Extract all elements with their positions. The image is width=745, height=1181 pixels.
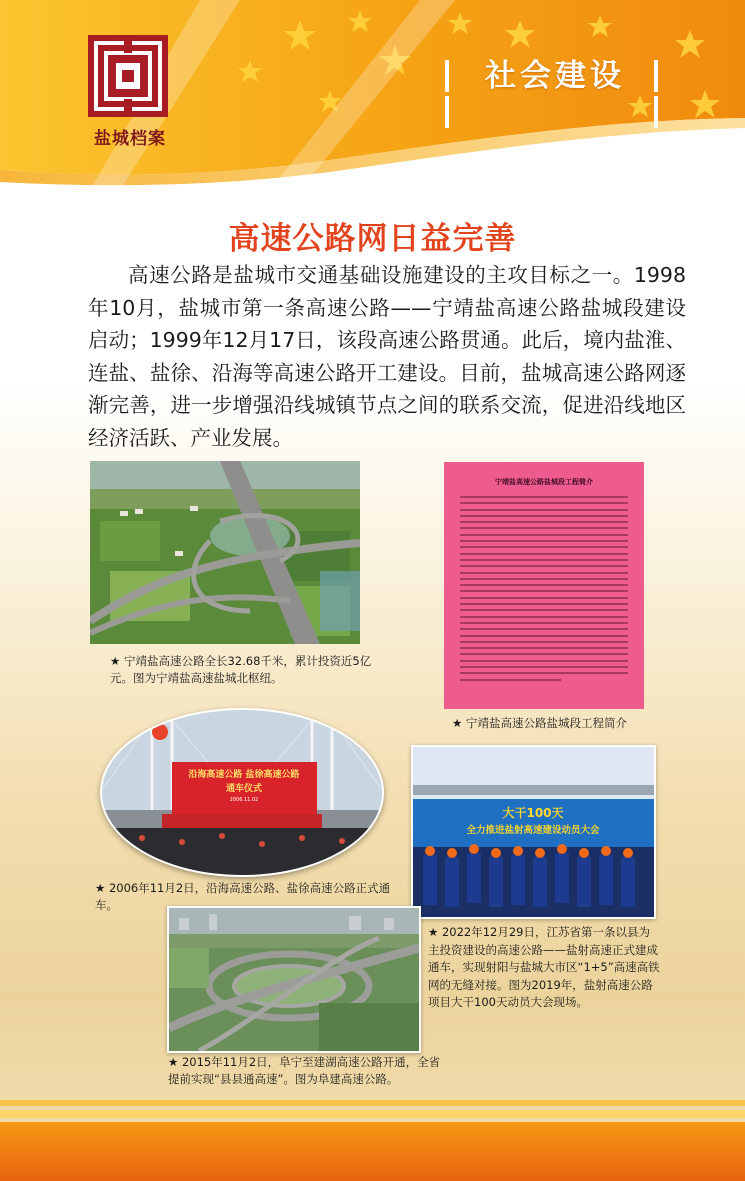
logo-text: 盐城档案 — [94, 129, 166, 149]
logo-seal — [88, 35, 168, 117]
ceremony-image — [102, 710, 382, 875]
caption-photo-2: ★ 宁靖盐高速公路盐城段工程简介 — [452, 716, 627, 730]
caption-photo-4: ★ 2022年12月29日，江苏省第一条以县为主投资建设的高速公路——盐射高速正式建成通车，实现射阳与盐城大市区“1+5”高速高铁网的无缝对接。图为2019年，盐射高速公路项目大干100天动员大会现场。 — [428, 925, 660, 1009]
document-text-lines — [460, 496, 628, 685]
photo-opening-ceremony — [100, 708, 384, 877]
caption-photo-5: ★ 2015年11月2日，阜宁至建湖高速公路开通，全省提前实现“县县通高速”。图为阜建高速公路。 — [168, 1055, 441, 1086]
aerial-interchange-image — [90, 461, 360, 644]
caption-photo-3: ★ 2006年11月2日，沿海高速公路、盐徐高速公路正式通车。 — [95, 881, 391, 912]
title-bars-right — [654, 60, 666, 92]
ceremony-banner-date: 2006.11.02 — [229, 797, 259, 803]
photo-mobilization-rally — [411, 745, 656, 919]
footer-band — [0, 1100, 745, 1181]
caption-photo-1: ★ 宁靖盐高速公路全长32.68千米，累计投资近5亿元。图为宁靖盐高速盐城北枢纽。 — [110, 654, 372, 685]
ceremony-banner-line2: 通车仪式 — [225, 784, 263, 794]
expressway-aerial-image — [169, 908, 419, 1051]
document-title: 宁靖盐高速公路盐城段工程简介 — [495, 478, 593, 486]
photo-ningjingyan-interchange — [90, 461, 360, 644]
section-title: 社会建设 — [485, 58, 625, 94]
page-header — [0, 0, 745, 190]
archive-seal-icon — [88, 35, 168, 117]
article-headline: 高速公路网日益完善 — [228, 221, 517, 257]
rally-banner-line1: 大干100天 — [502, 806, 564, 820]
rally-image — [413, 747, 654, 917]
article-body: 高速公路是盐城市交通基础设施建设的主攻目标之一。1998年10月，盐城市第一条高速公路——宁靖盐高速公路盐城段建设启动；1999年12月17日，该段高速公路贯通。此后，境内盐淮、连盐、盐徐、沿海等高速公路开工建设。目前，盐城高速公路网逐渐完善，进一步增强沿线城镇节点之间的联系交流，促进沿线地区经济活跃、产业发展。 — [88, 263, 686, 450]
photo-fujian-expressway — [167, 906, 421, 1053]
photo-project-document — [444, 462, 644, 709]
ceremony-banner-line1: 沿海高速公路 盐徐高速公路 — [188, 770, 300, 780]
rally-banner-line2: 全力推进盐射高速建设动员大会 — [466, 825, 600, 836]
